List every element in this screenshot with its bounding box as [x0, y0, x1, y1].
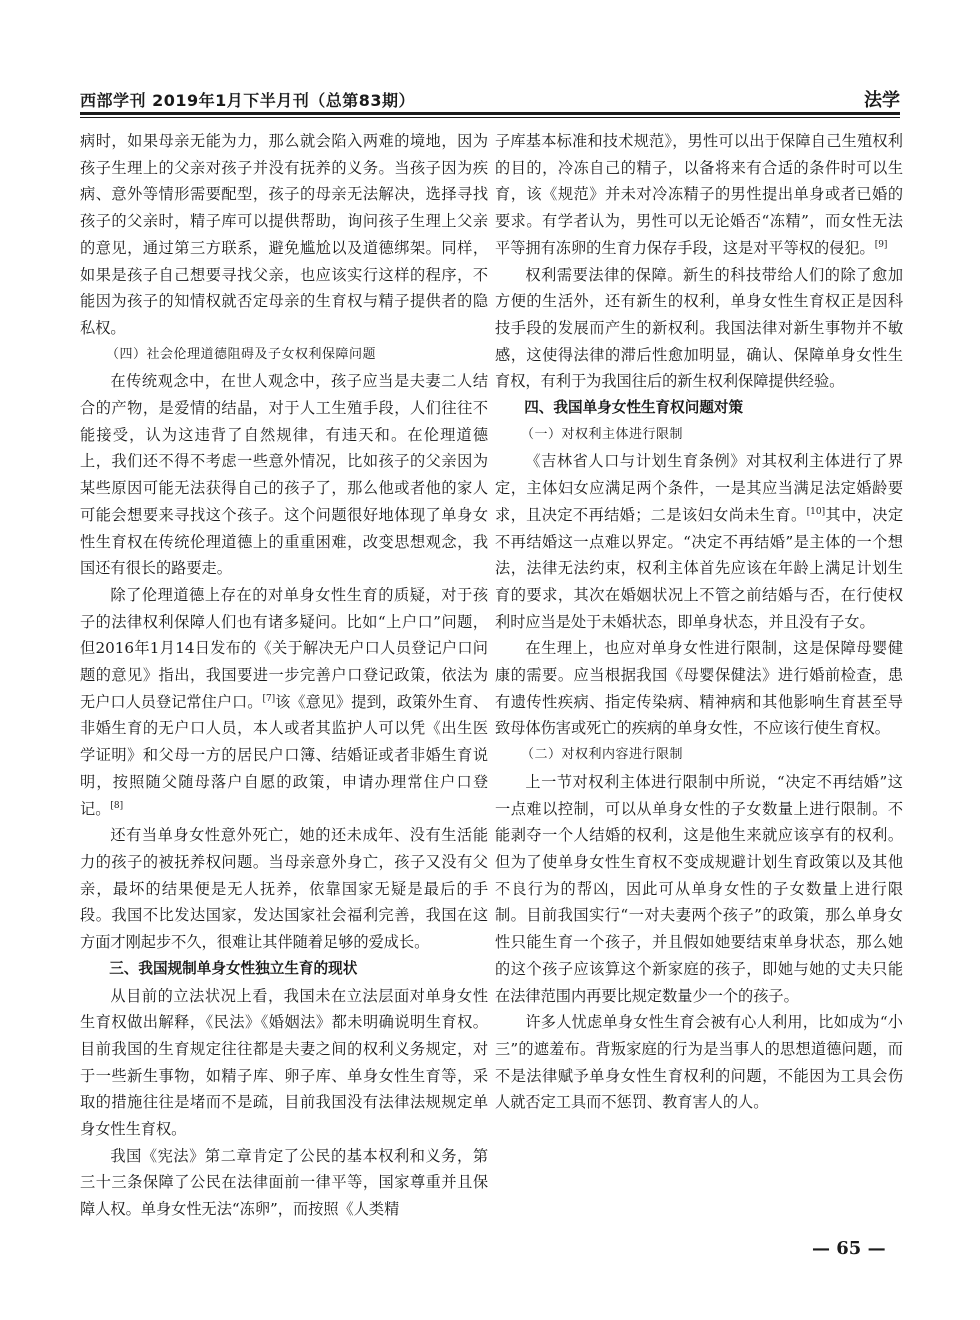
paragraph-text: 该《意见》提到，政策外生育、非婚生育的无户口人员，本人或者其监护人可以凭《出生医学证明》和父母一方的居民户口簿、结婚证或者非婚生育说明，按照随父随母落户自愿的政策，申请办理常住户口登记。 — [80, 692, 488, 818]
paragraph — [495, 448, 903, 635]
paragraph — [495, 1009, 903, 1116]
footnote-ref: [9] — [874, 239, 888, 250]
paragraph-text: 在传统观念中，在世人观念中，孩子应当是夫妻二人结合的产物，是爱情的结晶，对于人工生殖手段，人们往往不能接受，认为这违背了自然规律，有违天和。在伦理道德上，我们还不得不考虑一些意外情况，比如孩子的父亲因为某些原因可能无法获得自己的孩子了，那么他或者他的家人可能会想要来寻找这个孩子。这个问题很好地体现了单身女性生育权在传统伦理道德上的重重困难，改变思想观念，我国还有很长的路要走。 — [80, 372, 488, 578]
paragraph — [495, 769, 903, 1009]
left-column — [80, 128, 488, 1238]
paragraph-text: （一）对权利主体进行限制 — [521, 426, 684, 442]
subsection-heading — [495, 742, 903, 769]
paragraph-text: 三、我国规制单身女性独立生育的现状 — [109, 959, 358, 977]
section-label: 法学 — [864, 90, 900, 111]
paragraph-text: （四）社会伦理道德阻碍及子女权利保障问题 — [106, 346, 377, 362]
paragraph — [80, 582, 488, 822]
paragraph-text: 还有当单身女性意外死亡，她的还未成年、没有生活能力的孩子的被抚养权问题。当母亲意外身亡，孩子又没有父亲，最坏的结果便是无人抚养，依靠国家无疑是最后的手段。我国不比发达国家，发达国家社会福利完善，我国在这方面才刚起步不久，很难让其伴随着足够的爱成长。 — [80, 826, 488, 952]
footnote-ref: [7] — [262, 693, 276, 704]
paragraph — [80, 1143, 488, 1223]
paragraph-text: 我国《宪法》第二章肯定了公民的基本权利和义务，第三十三条保障了公民在法律面前一律平等，国家尊重并且保障人权。单身女性无法“冻卵”，而按照《人类精 — [80, 1146, 488, 1219]
paragraph-text: 许多人忧虑单身女性生育会被有心人利用，比如成为“小三”的遮羞布。背叛家庭的行为是当事人的思想道德问题，而不是法律赋予单身女性生育权利的问题，不能因为工具会伤人就否定工具而不惩罚、教育害人的人。 — [495, 1013, 903, 1112]
paragraph-text: 其中，决定不再结婚这一点难以界定。“决定不再结婚”是主体的一个想法，法律无法约束，权利主体首先应该在年龄上满足计划生育的要求，其次在婚姻状况上不管之前结婚与否，在行使权利时应当是处于未婚状态，即单身状态，并且没有子女。 — [495, 505, 903, 631]
paragraph-text: 《吉林省人口与计划生育条例》对其权利主体进行了界定，主体妇女应满足两个条件，一是其应当满足法定婚龄要求，且决定不再结婚；二是该妇女尚未生育。 — [495, 452, 903, 524]
footnote-ref: [10] — [806, 506, 826, 517]
paragraph-text: 权利需要法律的保障。新生的科技带给人们的除了愈加方便的生活外，还有新生的权利，单身女性生育权正是因科技手段的发展而产生的新权利。我国法律对新生事物并不敏感，这使得法律的滞后性愈加明显，确认、保障单身女性生育权，有利于为我国往后的新生权利保障提供经验。 — [495, 265, 903, 391]
paragraph-text: 除了伦理道德上存在的对单身女性生育的质疑，对于孩子的法律权利保障人们也有诸多疑问。比如“上户口”问题，但2016年1月14日发布的《关于解决无户口人员登记户口问题的意见》指出，我国要进一步完善户口登记政策，依法为无户口人员登记常住户口。 — [80, 585, 488, 711]
header-rule-thick — [80, 112, 900, 115]
paragraph — [495, 635, 903, 742]
section-heading — [495, 395, 903, 422]
paragraph — [80, 983, 488, 1143]
journal-title: 西部学刊 2019年1月下半月刊（总第83期） — [80, 91, 416, 110]
header-rule-thin — [80, 117, 900, 118]
paragraph-text: 从目前的立法状况上看，我国未在立法层面对单身女性生育权做出解释，《民法》《婚姻法》都未明确说明生育权。目前我国的生育规定往往都是夫妻之间的权利义务规定，对于一些新生事物，如精子库、卵子库、单身女性生育等，采取的措施往往是堵而不是疏，目前我国没有法律法规规定单身女性生育权。 — [80, 986, 488, 1139]
subsection-heading — [495, 422, 903, 449]
subsection-heading — [80, 342, 488, 369]
paragraph — [495, 262, 903, 396]
paragraph-text: 在生理上，也应对单身女性进行限制，这是保障母婴健康的需要。应当根据我国《母婴保健法》进行婚前检查，患有遗传性疾病、指定传染病、精神病和其他影响生育甚至导致母体伤害或死亡的疾病的单身女性，不应该行使生育权。 — [495, 639, 903, 738]
section-heading — [80, 956, 488, 983]
paragraph-text: 四、我国单身女性生育权问题对策 — [524, 399, 744, 417]
footnote-ref: [8] — [110, 800, 124, 811]
page-number: — 65 — — [812, 1238, 886, 1259]
paragraph — [80, 368, 488, 582]
paragraph-text: 子库基本标准和技术规范》，男性可以出于保障自己生殖权利的目的，冷冻自己的精子，以备将来有合适的条件时可以生育，该《规范》并未对冷冻精子的男性提出单身或者已婚的要求。有学者认为，男性可以无论婚否“冻精”，而女性无法平等拥有冻卵的生育力保存手段，这是对平等权的侵犯。 — [495, 132, 903, 257]
paragraph-text: 病时，如果母亲无能为力，那么就会陷入两难的境地，因为孩子生理上的父亲对孩子并没有抚养的义务。当孩子因为疾病、意外等情形需要配型，孩子的母亲无法解决，选择寻找孩子的父亲时，精子库可以提供帮助，询问孩子生理上父亲的意见，通过第三方联系，避免尴尬以及道德绑架。同样，如果是孩子自己想要寻找父亲，也应该实行这样的程序，不能因为孩子的知情权就否定母亲的生育权与精子提供者的隐私权。 — [80, 132, 488, 337]
paragraph-text: （二）对权利内容进行限制 — [521, 747, 684, 763]
paragraph-text: 上一节对权利主体进行限制中所说，“决定不再结婚”这一点难以控制，可以从单身女性的子女数量上进行限制。不能剥夺一个人结婚的权利，这是他生来就应该享有的权利。但为了使单身女性生育权不变成规避计划生育政策以及其他不良行为的帮凶，因此可从单身女性的子女数量上进行限制。目前我国实行“一对夫妻两个孩子”的政策，那么单身女性只能生育一个孩子，并且假如她要结束单身状态，那么她的这个孩子应该算这个新家庭的孩子，即她与她的丈夫只能在法律范围内再要比规定数量少一个的孩子。 — [495, 772, 903, 1005]
paragraph — [80, 822, 488, 956]
right-column — [495, 128, 903, 1238]
paragraph — [80, 128, 488, 342]
paragraph — [495, 128, 903, 262]
